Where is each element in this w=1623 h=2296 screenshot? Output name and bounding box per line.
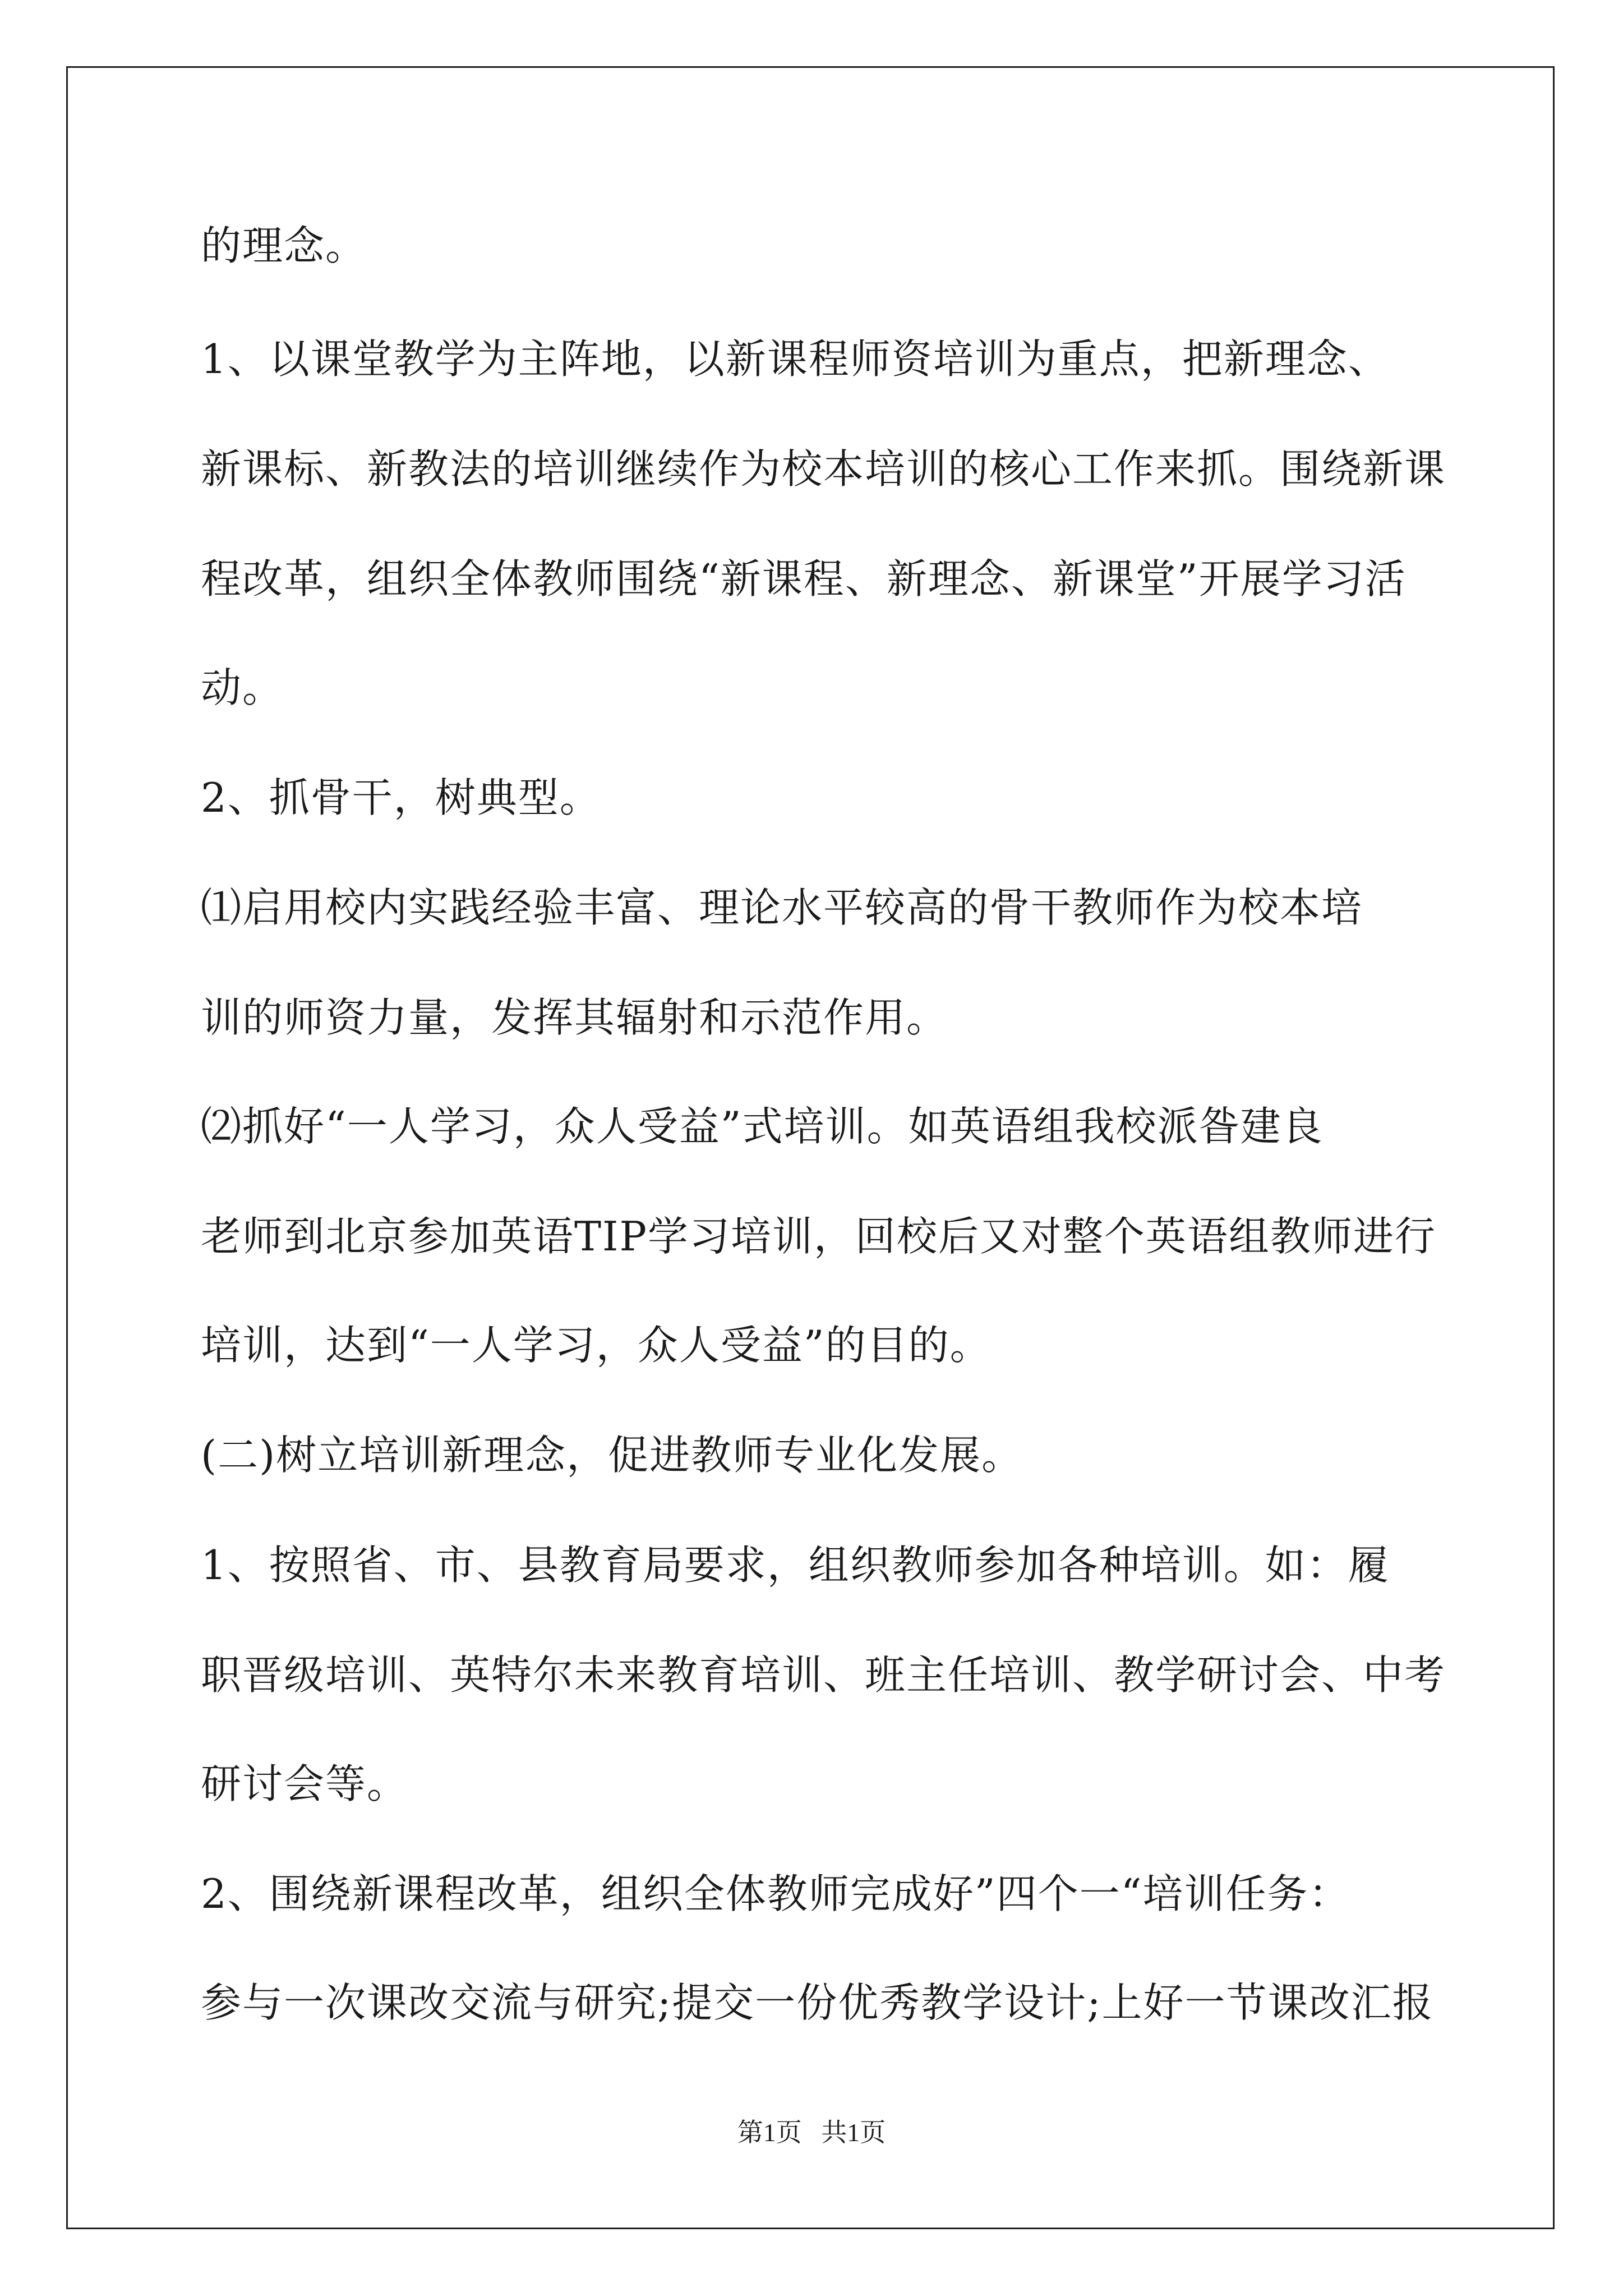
text-line: 2、围绕新课程改革，组织全体教师完成好”四个一“培训任务： xyxy=(201,1870,1350,1917)
text-line: 动。 xyxy=(201,664,284,711)
text-line: 新课标、新教法的培训继续作为校本培训的核心工作来抓。围绕新课 xyxy=(201,445,1446,493)
text-line: 老师到北京参加英语TIP学习培训，回校后又对整个英语组教师进行 xyxy=(201,1213,1436,1260)
text-line: 训的师资力量，发挥其辐射和示范作用。 xyxy=(201,994,948,1041)
page-number-footer: 第1页 共1页 xyxy=(737,2118,886,2147)
text-line: 培训，达到“一人学习，众人受益”的目的。 xyxy=(201,1322,992,1369)
text-line: ⑵抓好“一人学习，众人受益”式培训。如英语组我校派昝建良 xyxy=(201,1103,1324,1150)
text-line: ⑴启用校内实践经验丰富、理论水平较高的骨干教师作为校本培 xyxy=(201,884,1363,931)
text-line: 职晋级培训、英特尔未来教育培训、班主任培训、教学研讨会、中考 xyxy=(201,1651,1446,1699)
text-line: 研讨会等。 xyxy=(201,1760,409,1807)
text-line: 参与一次课改交流与研究;提交一份优秀教学设计;上好一节课改汇报 xyxy=(201,1979,1434,2026)
text-line: 1、按照省、市、县教育局要求，组织教师参加各种培训。如：履 xyxy=(201,1542,1390,1589)
text-line: (二)树立培训新理念，促进教师专业化发展。 xyxy=(201,1432,1023,1479)
text-line: 1、以课堂教学为主阵地，以新课程师资培训为重点，把新理念、 xyxy=(201,335,1390,383)
text-line: 程改革，组织全体教师围绕“新课程、新理念、新课堂”开展学习活 xyxy=(201,555,1407,602)
text-line: 2、抓骨干，树典型。 xyxy=(201,774,601,821)
text-line: 的理念。 xyxy=(201,222,367,269)
